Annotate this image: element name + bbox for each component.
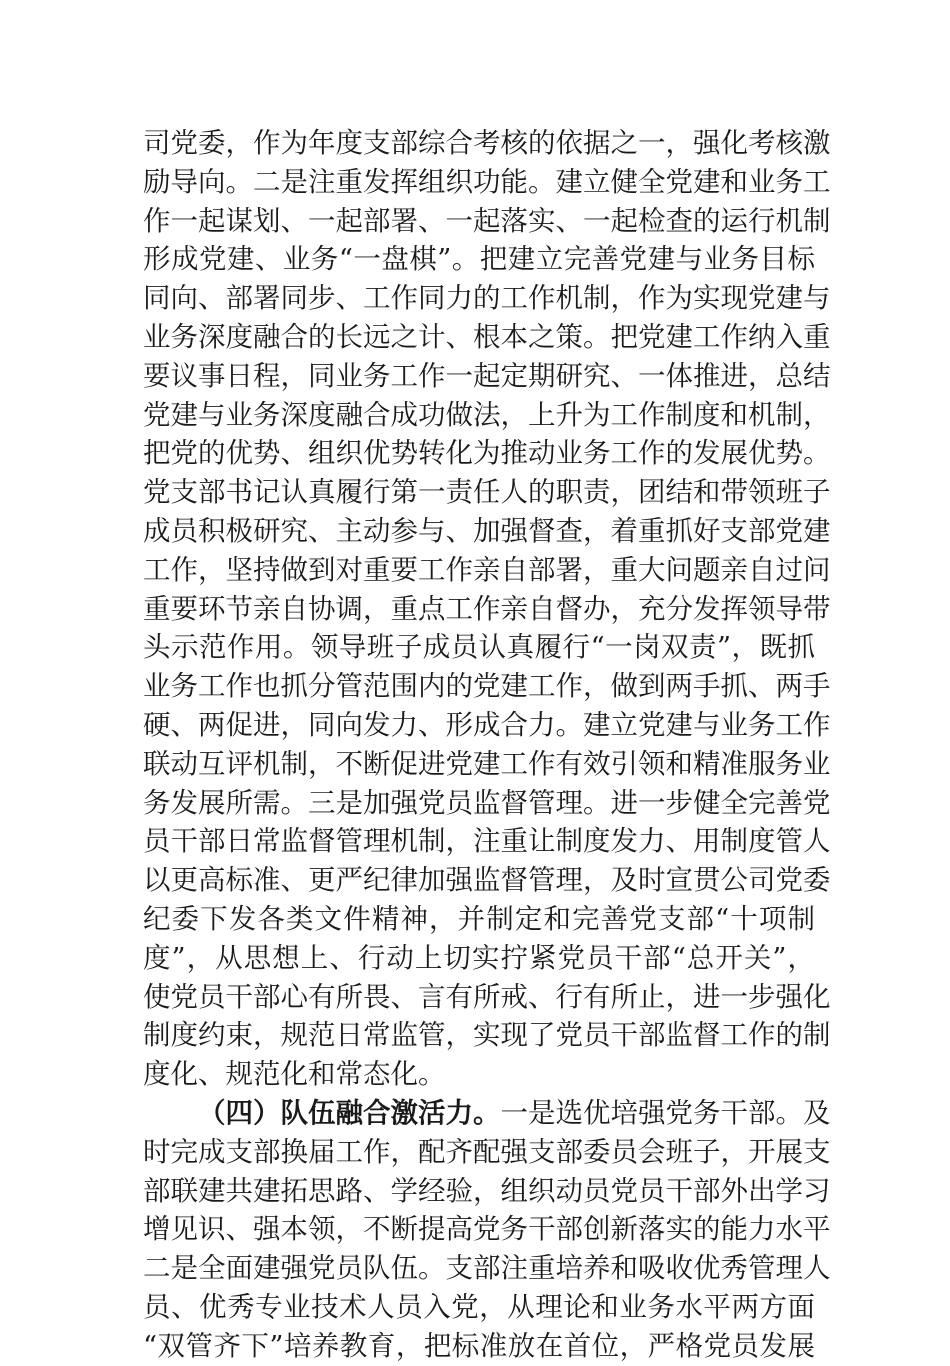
text-line: 要议事日程，同业务工作一起定期研究、一体推进，总结	[143, 359, 831, 392]
text-line: 纪委下发各类文件精神，并制定和完善党支部“十项制	[143, 902, 815, 935]
text-line: 党建与业务深度融合成功做法，上升为工作制度和机制，	[143, 398, 831, 431]
paragraph-1	[143, 124, 831, 1094]
text-line: 同向、部署同步、工作同力的工作机制，作为实现党建与	[143, 282, 831, 315]
text-line: 头示范作用。领导班子成员认真履行“一岗双责”，既抓	[143, 631, 815, 664]
text-line: 二是全面建强党员队伍。支部注重培养和吸收优秀管理人	[143, 1252, 831, 1285]
text-line: 度”，从思想上、行动上切实拧紧党员干部“总开关”，	[143, 941, 815, 974]
text-line: 业务工作也抓分管范围内的党建工作，做到两手抓、两手	[143, 670, 831, 703]
text-line: 部联建共建拓思路、学经验，组织动员党员干部外出学习	[143, 1174, 831, 1207]
text-line: 增见识、强本领，不断提高党务干部创新落实的能力水平	[143, 1213, 831, 1246]
text-line: 形成党建、业务“一盘棋”。把建立完善党建与业务目标	[143, 243, 815, 276]
section-heading: （四）队伍融合激活力。	[198, 1096, 501, 1129]
document-body	[143, 124, 831, 1366]
text-line: 度化、规范化和常态化。	[143, 1058, 446, 1091]
text-line: 务发展所需。三是加强党员监督管理。进一步健全完善党	[143, 786, 831, 819]
text-line: 成员积极研究、主动参与、加强督查，着重抓好支部党建	[143, 514, 831, 547]
text-line: 作一起谋划、一起部署、一起落实、一起检查的运行机制	[143, 204, 831, 237]
text-line: 制度约束，规范日常监管，实现了党员干部监督工作的制	[143, 1019, 831, 1052]
text-line: 重要环节亲自协调，重点工作亲自督办，充分发挥领导带	[143, 592, 831, 625]
text-line: 时完成支部换届工作，配齐配强支部委员会班子，开展支	[143, 1135, 831, 1168]
text-line: 党支部书记认真履行第一责任人的职责，团结和带领班子	[143, 476, 831, 509]
text-line: 把党的优势、组织优势转化为推动业务工作的发展优势。	[143, 437, 831, 470]
text-line: 硬、两促进，同向发力、形成合力。建立党建与业务工作	[143, 708, 831, 741]
text-line: 工作，坚持做到对重要工作亲自部署，重大问题亲自过问	[143, 553, 831, 586]
text-line: 司党委，作为年度支部综合考核的依据之一，强化考核激	[143, 127, 831, 159]
text-line: 使党员干部心有所畏、言有所戒、行有所止，进一步强化	[143, 980, 831, 1013]
paragraph-2-first-line-text: 一是选优培强党务干部。及	[500, 1096, 831, 1129]
paragraph-2-first-line	[143, 1094, 831, 1133]
text-line: 励导向。二是注重发挥组织功能。建立健全党建和业务工	[143, 165, 831, 198]
text-line: 联动互评机制，不断促进党建工作有效引领和精准服务业	[143, 747, 831, 780]
text-line: 员干部日常监督管理机制，注重让制度发力、用制度管人	[143, 825, 831, 858]
paragraph-2	[143, 1094, 831, 1366]
paragraph-2-lines	[143, 1133, 831, 1366]
text-line: 以更高标准、更严纪律加强监督管理，及时宣贯公司党委	[143, 864, 831, 897]
text-line: “双管齐下”培养教育，把标准放在首位，严格党员发展	[143, 1329, 815, 1362]
text-line: 员、优秀专业技术人员入党，从理论和业务水平两方面	[143, 1290, 815, 1323]
text-line: 业务深度融合的长远之计、根本之策。把党建工作纳入重	[143, 320, 831, 353]
